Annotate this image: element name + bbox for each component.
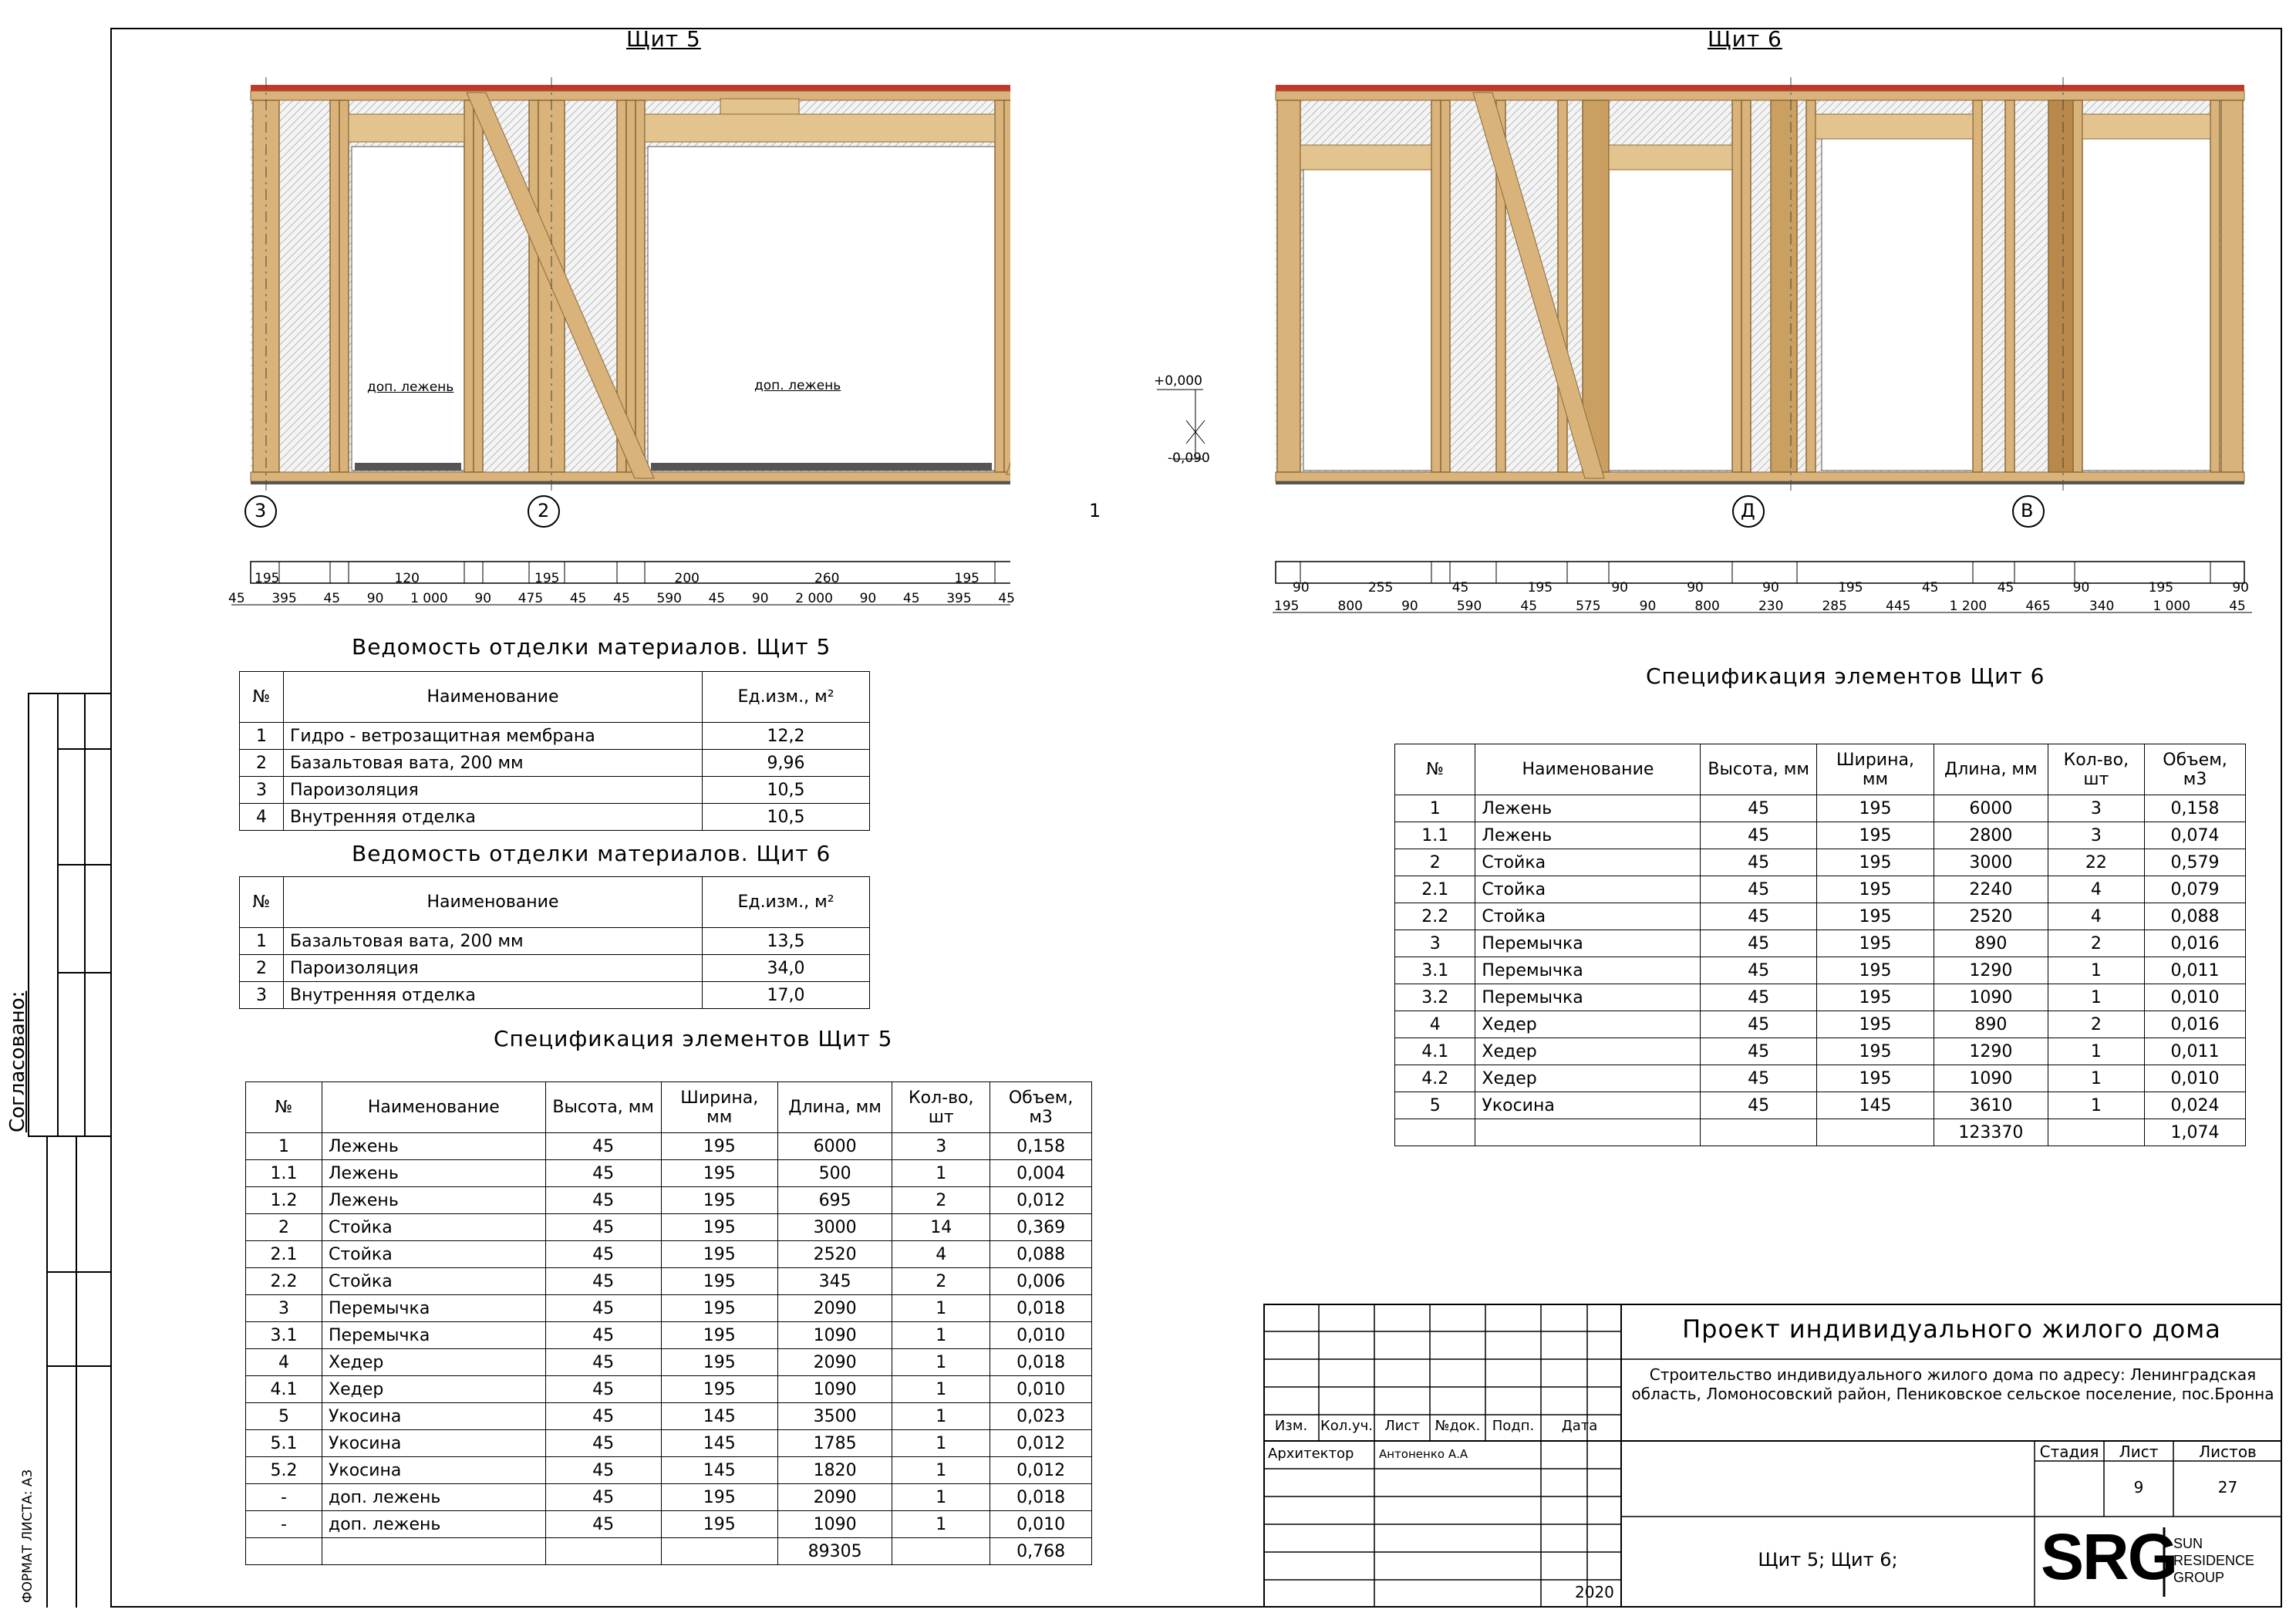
table-cell: 2: [2048, 930, 2144, 957]
table-cell: 500: [777, 1160, 892, 1187]
table-cell: 0,012: [990, 1187, 1092, 1214]
table-cell: 45: [1701, 930, 1816, 957]
table-cell: 195: [1816, 957, 1934, 984]
agreed-label: Согласовано:: [6, 990, 29, 1132]
table-cell: 45: [1701, 1011, 1816, 1038]
table-cell: 195: [1816, 795, 1934, 822]
table-row: [246, 1268, 1092, 1295]
table-row: [1395, 1038, 2246, 1065]
table-cell: Перемычка: [322, 1322, 546, 1349]
table-cell: 1090: [777, 1322, 892, 1349]
spec-header: Длина, мм: [777, 1082, 892, 1133]
table-cell: 45: [1701, 903, 1816, 930]
table-cell: 145: [1816, 1092, 1934, 1119]
table-cell: 45: [1701, 957, 1816, 984]
table-row: [246, 1349, 1092, 1376]
table-cell: 2090: [777, 1349, 892, 1376]
table-cell: 3000: [1934, 849, 2048, 876]
table-cell: 6000: [1934, 795, 2048, 822]
table-cell: 45: [1701, 1092, 1816, 1119]
shield6-title: Щит 6: [1708, 26, 1782, 52]
table-cell: Перемычка: [1475, 957, 1701, 984]
table-cell: 3.1: [1395, 957, 1475, 984]
table-row: [246, 1133, 1092, 1160]
spec-header: Объем, м3: [990, 1082, 1092, 1133]
table-cell: 195: [661, 1160, 777, 1187]
spec-header: Длина, мм: [1934, 744, 2048, 795]
axis-label: 3: [255, 500, 267, 521]
table-cell: Укосина: [322, 1403, 546, 1430]
table-cell: Лежень: [1475, 795, 1701, 822]
table-cell: 3500: [777, 1403, 892, 1430]
table-cell: 195: [661, 1322, 777, 1349]
table-cell: 1: [1395, 795, 1475, 822]
table-cell: Лежень: [322, 1133, 546, 1160]
spec-header: Кол-во, шт: [2048, 744, 2144, 795]
table-cell: 195: [661, 1484, 777, 1511]
table-cell: 45: [545, 1268, 661, 1295]
table-cell: 2520: [1934, 903, 2048, 930]
table-cell: 45: [545, 1322, 661, 1349]
table-cell: 1090: [1934, 1065, 2048, 1092]
table-cell: 0,010: [990, 1376, 1092, 1403]
table-cell: 2: [892, 1187, 990, 1214]
table-cell: 4: [1395, 1011, 1475, 1038]
table-cell: 0,012: [990, 1430, 1092, 1457]
table-row: [1395, 795, 2246, 822]
format-label: ФОРМАТ ЛИСТА: А3: [20, 1469, 35, 1603]
table-cell: 3: [2048, 795, 2144, 822]
table-row: [1395, 903, 2246, 930]
sheet-name: Щит 5; Щит 6;: [1758, 1549, 1898, 1571]
table-cell: 5.2: [246, 1457, 322, 1484]
table-cell: Укосина: [322, 1457, 546, 1484]
table-cell: 4.2: [1395, 1065, 1475, 1092]
dop-lezhen-label: доп. лежень: [754, 378, 841, 393]
table-cell: 45: [545, 1295, 661, 1322]
table-cell: 0,079: [2145, 876, 2246, 903]
table-cell: 0,006: [990, 1268, 1092, 1295]
table-cell: Хедер: [1475, 1038, 1701, 1065]
table-cell: 1090: [777, 1376, 892, 1403]
table-cell: 2: [1395, 849, 1475, 876]
table-cell: [545, 1538, 661, 1565]
table-cell: 2800: [1934, 822, 2048, 849]
membrane-top: [251, 85, 1010, 91]
table-row: [246, 1187, 1092, 1214]
header-3-1: [349, 114, 464, 142]
finish5-title: Ведомость отделки материалов. Щит 5: [352, 634, 831, 660]
table-cell: 0,004: [990, 1160, 1092, 1187]
table-cell: 45: [545, 1403, 661, 1430]
table-row: [1395, 984, 2246, 1011]
table-cell: Стойка: [322, 1241, 546, 1268]
table-cell: 0,768: [990, 1538, 1092, 1565]
table-cell: 0,018: [990, 1484, 1092, 1511]
table-cell: [1816, 1119, 1934, 1146]
top-plate: [251, 91, 1010, 100]
door-opening: [648, 147, 995, 471]
table-cell: 45: [545, 1376, 661, 1403]
table-row: [1395, 876, 2246, 903]
table-cell: 195: [1816, 930, 1934, 957]
table-row: [1395, 1065, 2246, 1092]
table-cell: 195: [661, 1133, 777, 1160]
table-cell: 0,158: [2145, 795, 2246, 822]
spec-header: Ширина, мм: [661, 1082, 777, 1133]
table-row: [246, 1457, 1092, 1484]
title-block: [1263, 1304, 2282, 1608]
sheet-label: Лист: [2119, 1442, 2159, 1461]
table-cell: 45: [1701, 822, 1816, 849]
table-cell: 0,012: [990, 1457, 1092, 1484]
table-cell: 890: [1934, 1011, 2048, 1038]
project-title: Проект индивидуального жилого дома: [1682, 1314, 2221, 1344]
sheets-label: Листов: [2199, 1442, 2257, 1461]
table-cell: 45: [1701, 849, 1816, 876]
table-cell: Перемычка: [322, 1295, 546, 1322]
table-cell: 195: [1816, 1065, 1934, 1092]
table-row: [246, 1160, 1092, 1187]
spec-header: Ширина, мм: [1816, 744, 1934, 795]
stamp-col-headers: Изм. Кол.уч. Лист №док. Подп. Дата: [1274, 1418, 1598, 1434]
table-cell: 14: [892, 1214, 990, 1241]
table-cell: 4: [2048, 876, 2144, 903]
table-cell: 22: [2048, 849, 2144, 876]
table-cell: 45: [545, 1349, 661, 1376]
table-cell: 0,088: [990, 1241, 1092, 1268]
table-row: [246, 1403, 1092, 1430]
table-cell: Укосина: [1475, 1092, 1701, 1119]
table-cell: 45: [545, 1133, 661, 1160]
table-row: [246, 1241, 1092, 1268]
sheets-total: 27: [2217, 1478, 2238, 1496]
table-cell: 0,018: [990, 1349, 1092, 1376]
table-cell: 1820: [777, 1457, 892, 1484]
table-cell: 695: [777, 1187, 892, 1214]
table-cell: 123370: [1934, 1119, 2048, 1146]
window-opening-1: [352, 147, 464, 471]
table-cell: 195: [1816, 1038, 1934, 1065]
address: Строительство индивидуального жилого дома по адресу: Ленинградская область, Ломоносовский район, Пениковское сельское поселение, пос.Бронна: [1631, 1365, 2274, 1403]
table-cell: 4: [246, 1349, 322, 1376]
table-cell: 195: [1816, 1011, 1934, 1038]
table-row: [1395, 1119, 2246, 1146]
table-cell: 0,011: [2145, 1038, 2246, 1065]
table-cell: 195: [1816, 822, 1934, 849]
table-cell: 3000: [777, 1214, 892, 1241]
table-cell: 3.2: [1395, 984, 1475, 1011]
table-cell: Хедер: [1475, 1011, 1701, 1038]
table-cell: Стойка: [1475, 849, 1701, 876]
axis-label: Д: [1741, 500, 1755, 521]
table-cell: 5: [1395, 1092, 1475, 1119]
spec6-title: Спецификация элементов Щит 6: [1646, 663, 2045, 689]
dimension-row-upper: 195 120 195 200 260 195: [255, 571, 979, 586]
table-cell: 0,016: [2145, 930, 2246, 957]
table-cell: 1: [892, 1295, 990, 1322]
table-cell: 45: [1701, 795, 1816, 822]
stage-label: Стадия: [2039, 1442, 2099, 1461]
table-cell: 0,011: [2145, 957, 2246, 984]
table-cell: 2.1: [246, 1241, 322, 1268]
table-cell: [892, 1538, 990, 1565]
table-cell: 2: [246, 1214, 322, 1241]
table-cell: [661, 1538, 777, 1565]
table-cell: 145: [661, 1430, 777, 1457]
shield5-drawing: [123, 46, 1010, 633]
spec5-table: [245, 1081, 1092, 1565]
table-cell: Стойка: [322, 1214, 546, 1241]
spec6-table: [1394, 744, 2246, 1146]
table-cell: 1785: [777, 1430, 892, 1457]
dimension-row: 195 800 90 590 45 575 90 800 230 285 445 1 200 465 340 1 000 45: [1274, 599, 2246, 614]
role: Архитектор: [1268, 1446, 1354, 1462]
table-cell: 0,010: [2145, 1065, 2246, 1092]
table-cell: 145: [661, 1403, 777, 1430]
table-cell: 1290: [1934, 1038, 2048, 1065]
year: 2020: [1575, 1583, 1614, 1601]
table-cell: 195: [661, 1511, 777, 1538]
table-cell: 45: [545, 1187, 661, 1214]
table-cell: 6000: [777, 1133, 892, 1160]
table-row: [246, 1511, 1092, 1538]
shield6-drawing: [1265, 46, 2252, 633]
table-cell: 195: [661, 1241, 777, 1268]
table-cell: 0,023: [990, 1403, 1092, 1430]
table-cell: 1: [892, 1160, 990, 1187]
table-cell: 1: [892, 1322, 990, 1349]
table-cell: доп. лежень: [322, 1484, 546, 1511]
table-cell: 195: [661, 1295, 777, 1322]
axis-label: 2: [538, 500, 550, 521]
table-cell: 2090: [777, 1484, 892, 1511]
company-logo-sub: SUN RESIDENCE GROUP: [2173, 1536, 2255, 1585]
table-cell: 1: [246, 1133, 322, 1160]
table-cell: 195: [1816, 903, 1934, 930]
spec-header: №: [246, 1082, 322, 1133]
table-row: [1395, 822, 2246, 849]
table-cell: Хедер: [1475, 1065, 1701, 1092]
table-cell: -: [246, 1484, 322, 1511]
bottom-plate: [251, 472, 1010, 481]
shield5-title: Щит 5: [626, 26, 701, 52]
sheet-number: 9: [2133, 1478, 2144, 1496]
table-cell: 2: [892, 1268, 990, 1295]
table-cell: 1: [892, 1457, 990, 1484]
person: Антоненко А.А: [1379, 1447, 1468, 1461]
table-cell: [2048, 1119, 2144, 1146]
company-logo: SRG: [2041, 1520, 2177, 1593]
table-row: [246, 1376, 1092, 1403]
spec-header: Высота, мм: [545, 1082, 661, 1133]
table-cell: Хедер: [322, 1376, 546, 1403]
table-cell: 0,088: [2145, 903, 2246, 930]
table-cell: -: [246, 1511, 322, 1538]
table-cell: 1.1: [1395, 822, 1475, 849]
table-cell: 890: [1934, 930, 2048, 957]
table-cell: 0,369: [990, 1214, 1092, 1241]
table-cell: 1290: [1934, 957, 2048, 984]
table-cell: 5.1: [246, 1430, 322, 1457]
table-cell: 195: [661, 1187, 777, 1214]
table-cell: 0,018: [990, 1295, 1092, 1322]
table-row: [1395, 1092, 2246, 1119]
spec-header: Объем, м3: [2145, 744, 2246, 795]
table-cell: 4: [2048, 903, 2144, 930]
table-cell: 0,579: [2145, 849, 2246, 876]
table-cell: 0,074: [2145, 822, 2246, 849]
table-cell: 45: [1701, 1065, 1816, 1092]
table-row: [246, 1322, 1092, 1349]
table-cell: 3610: [1934, 1092, 2048, 1119]
table-cell: 3: [2048, 822, 2144, 849]
table-cell: 195: [1816, 849, 1934, 876]
spec-header: №: [1395, 744, 1475, 795]
level-mark: [1157, 386, 1219, 463]
table-cell: [1701, 1119, 1816, 1146]
table-cell: 89305: [777, 1538, 892, 1565]
table-cell: 195: [1816, 876, 1934, 903]
level-top: +0,000: [1154, 373, 1202, 389]
table-cell: 345: [777, 1268, 892, 1295]
table-row: [246, 1484, 1092, 1511]
table-cell: 3: [1395, 930, 1475, 957]
spec-header: Высота, мм: [1701, 744, 1816, 795]
spec5-title: Спецификация элементов Щит 5: [494, 1026, 893, 1051]
table-cell: 2090: [777, 1295, 892, 1322]
table-cell: 0,016: [2145, 1011, 2246, 1038]
table-cell: [1475, 1119, 1701, 1146]
table-cell: Лежень: [322, 1160, 546, 1187]
table-cell: 45: [545, 1484, 661, 1511]
table-cell: Лежень: [1475, 822, 1701, 849]
spec-header: Кол-во, шт: [892, 1082, 990, 1133]
table-cell: [246, 1538, 322, 1565]
table-cell: 1: [2048, 957, 2144, 984]
table-cell: 1.2: [246, 1187, 322, 1214]
table-cell: 145: [661, 1457, 777, 1484]
table-cell: 3.1: [246, 1322, 322, 1349]
table-cell: 1090: [777, 1511, 892, 1538]
table-cell: Стойка: [1475, 876, 1701, 903]
table-cell: 195: [661, 1349, 777, 1376]
table-cell: 1090: [1934, 984, 2048, 1011]
axis-label: 1: [1089, 500, 1101, 521]
table-cell: 2.1: [1395, 876, 1475, 903]
table-cell: 0,010: [2145, 984, 2246, 1011]
table-cell: 195: [661, 1214, 777, 1241]
table-cell: 4.1: [246, 1376, 322, 1403]
table-cell: 195: [661, 1376, 777, 1403]
table-cell: 2.2: [246, 1268, 322, 1295]
table-row: [246, 1430, 1092, 1457]
approval-strip: [28, 693, 110, 1137]
table-cell: 195: [1816, 984, 1934, 1011]
table-cell: 2240: [1934, 876, 2048, 903]
table-cell: 45: [1701, 876, 1816, 903]
table-cell: 5: [246, 1403, 322, 1430]
table-cell: 2.2: [1395, 903, 1475, 930]
table-row: [246, 1538, 1092, 1565]
header-3: [645, 114, 995, 142]
dimension-row-upper: 90 255 45 195 90 90 90 195 45 45 90 195 90: [1293, 580, 2249, 596]
table-cell: 195: [661, 1268, 777, 1295]
table-cell: 2: [2048, 1011, 2144, 1038]
table-cell: 1.1: [246, 1160, 322, 1187]
table-cell: 1: [892, 1376, 990, 1403]
table-cell: 45: [545, 1511, 661, 1538]
spec-header: Наименование: [1475, 744, 1701, 795]
table-cell: 1: [2048, 1092, 2144, 1119]
table-cell: Перемычка: [1475, 984, 1701, 1011]
dop-lezhen-label: доп. лежень: [367, 380, 454, 395]
table-row: [1395, 1011, 2246, 1038]
table-cell: Перемычка: [1475, 930, 1701, 957]
table-cell: 1: [2048, 1065, 2144, 1092]
approval-strip-lower: [46, 1137, 110, 1608]
dimension-row: 45 395 45 90 1 000 90 475 45 45 590 45 90 2 000 90 45 395 45: [228, 591, 1015, 606]
table-cell: Хедер: [322, 1349, 546, 1376]
finish5-table: № Наименование Ед.изм., м² 1 Гидро - ветрозащитная мембрана 12,2 2 Базальтовая вата, 200 мм 9,96 3 Пароизоляция 10,5 4 Внутренняя отделка 10,5: [239, 671, 870, 831]
table-row: [246, 1295, 1092, 1322]
table-cell: 1: [892, 1430, 990, 1457]
table-cell: 1: [2048, 1038, 2144, 1065]
table-cell: 3: [892, 1133, 990, 1160]
table-cell: 45: [545, 1160, 661, 1187]
table-cell: 0,158: [990, 1133, 1092, 1160]
table-cell: 45: [545, 1214, 661, 1241]
table-cell: 1: [892, 1511, 990, 1538]
table-cell: Лежень: [322, 1187, 546, 1214]
table-cell: 4.1: [1395, 1038, 1475, 1065]
table-cell: Укосина: [322, 1430, 546, 1457]
table-cell: доп. лежень: [322, 1511, 546, 1538]
table-cell: 1: [892, 1403, 990, 1430]
table-cell: 45: [1701, 1038, 1816, 1065]
table-row: [246, 1214, 1092, 1241]
table-cell: 1,074: [2145, 1119, 2246, 1146]
table-cell: 45: [1701, 984, 1816, 1011]
table-cell: 45: [545, 1457, 661, 1484]
finish6-table: № Наименование Ед.изм., м² 1 Базальтовая вата, 200 мм 13,5 2 Пароизоляция 34,0 3 Внутренняя отделка 17,0: [239, 876, 870, 1009]
table-cell: 0,010: [990, 1322, 1092, 1349]
table-cell: 1: [2048, 984, 2144, 1011]
table-cell: Стойка: [322, 1268, 546, 1295]
table-cell: 0,010: [990, 1511, 1092, 1538]
table-row: [1395, 957, 2246, 984]
spec-header: Наименование: [322, 1082, 546, 1133]
axis-label: В: [2021, 500, 2034, 521]
table-cell: Стойка: [1475, 903, 1701, 930]
table-cell: 1: [892, 1349, 990, 1376]
table-cell: 4: [892, 1241, 990, 1268]
table-cell: [322, 1538, 546, 1565]
level-bottom: -0,090: [1168, 450, 1210, 466]
table-row: [1395, 930, 2246, 957]
table-cell: 3: [246, 1295, 322, 1322]
table-cell: 45: [545, 1430, 661, 1457]
table-cell: 2520: [777, 1241, 892, 1268]
table-cell: 0,024: [2145, 1092, 2246, 1119]
finish6-title: Ведомость отделки материалов. Щит 6: [352, 841, 831, 866]
table-row: [1395, 849, 2246, 876]
table-cell: 1: [892, 1484, 990, 1511]
table-cell: [1395, 1119, 1475, 1146]
table-cell: 45: [545, 1241, 661, 1268]
